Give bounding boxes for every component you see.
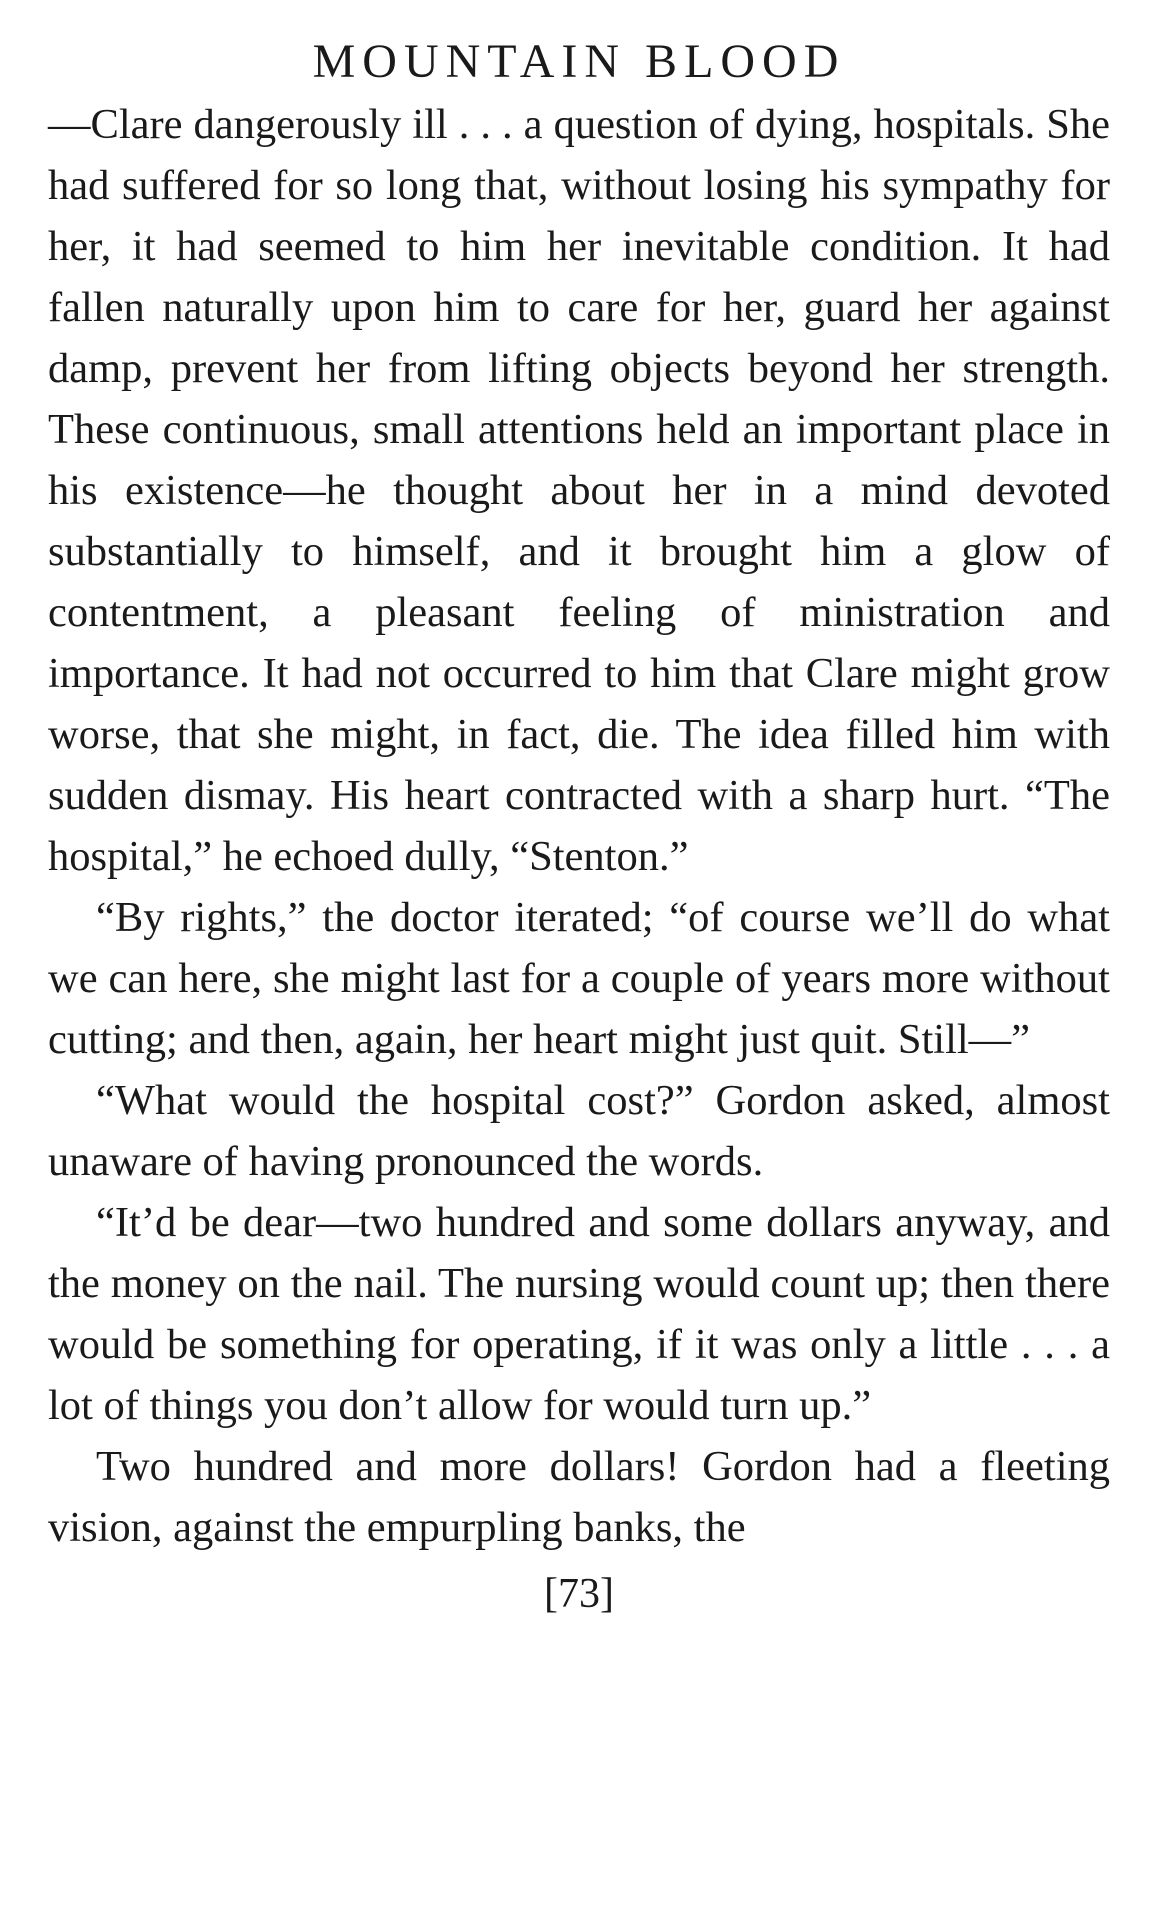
paragraph: “It’d be dear—two hundred and some dollars anyway, and the money on the nail. The nursing would count up; then there would be something for operating, if it was only a little . . . a lot of things you don’t allow for would turn up.” bbox=[48, 1199, 1110, 1429]
body-text bbox=[48, 94, 1110, 1558]
paragraph: “What would the hospital cost?” Gordon asked, almost unaware of having pronounced the words. bbox=[48, 1077, 1110, 1185]
paragraph: —Clare dangerously ill . . . a question of dying, hospitals. She had suffered for so long that, without losing his sympathy for her, it had seemed to him her inevitable condition. It had fallen naturally upon him to care for her, guard her against damp, prevent her from lifting objects beyond her strength. These continuous, small attentions held an important place in his existence—he thought about her in a mind devoted substantially to himself, and it brought him a glow of contentment, a pleasant feeling of ministration and importance. It had not occurred to him that Clare might grow worse, that she might, in fact, die. The idea filled him with sudden dismay. His heart contracted with a sharp hurt. “The hospital,” he echoed dully, “Stenton.” bbox=[48, 101, 1110, 880]
running-head: MOUNTAIN BLOOD bbox=[312, 35, 846, 88]
paragraph: Two hundred and more dollars! Gordon had a fleeting vision, against the empurpling banks, the bbox=[48, 1443, 1110, 1551]
paragraph: “By rights,” the doctor iterated; “of course we’ll do what we can here, she might last for a couple of years more without cutting; and then, again, her heart might just quit. Still—” bbox=[48, 894, 1110, 1063]
page-number: [73] bbox=[544, 1571, 614, 1617]
book-page bbox=[48, 30, 1110, 1624]
